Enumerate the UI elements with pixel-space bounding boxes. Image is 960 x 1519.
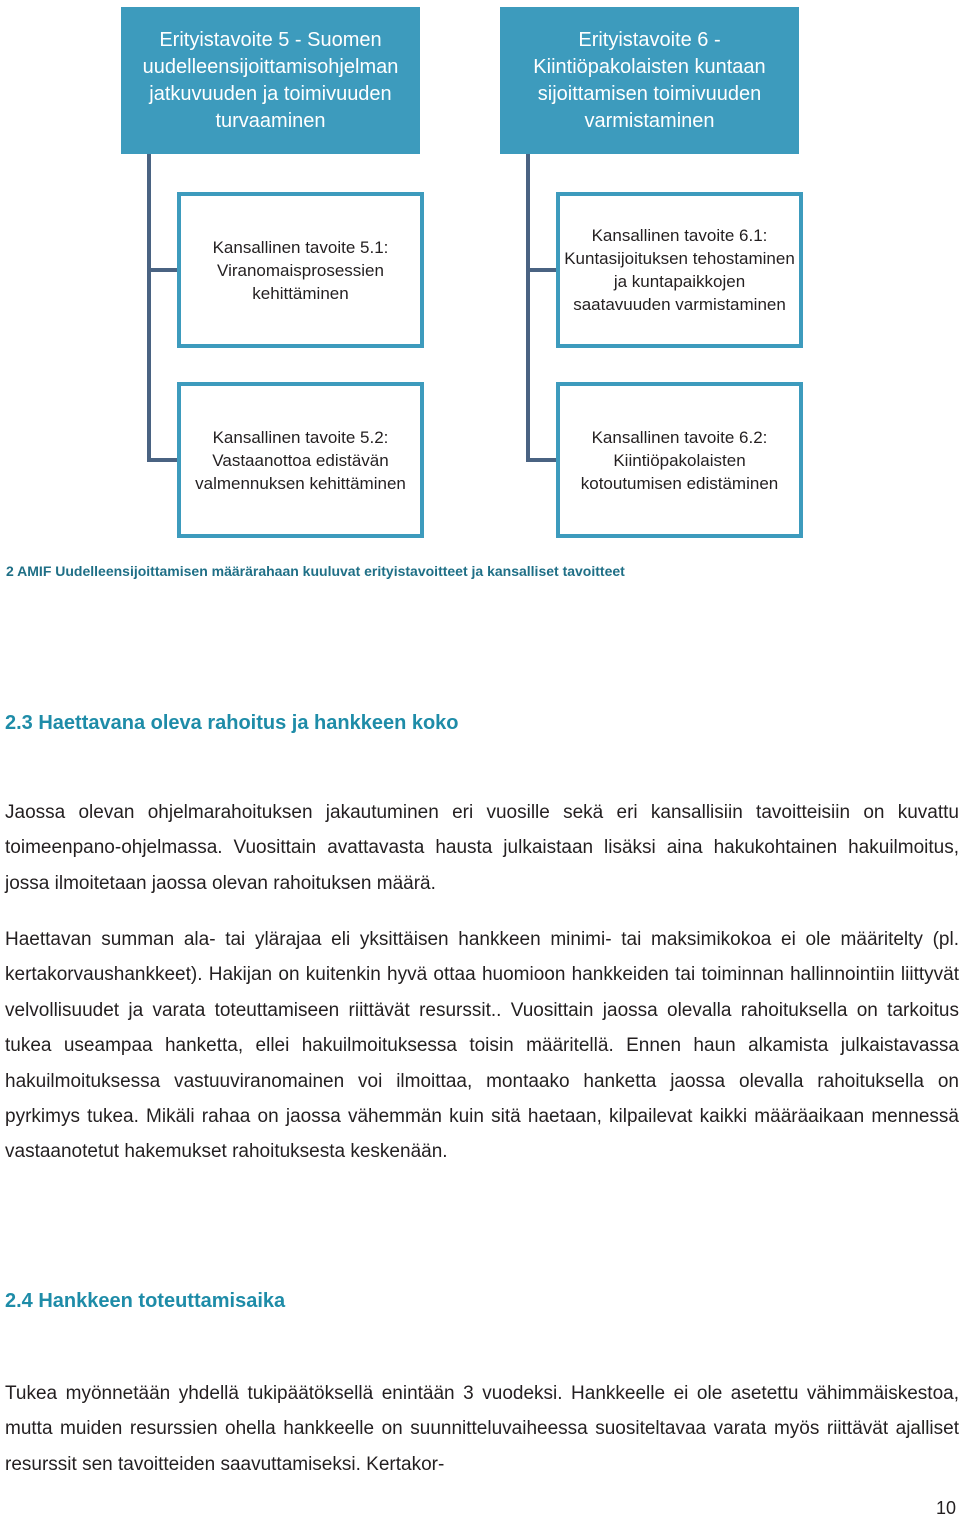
figure-caption: 2 AMIF Uudelleensijoittamisen määrärahaan kuuluvat erityistavoitteet ja kansalliset tavoitteet	[6, 563, 625, 579]
section-2-3-paragraph-2: Haettavan summan ala- tai ylärajaa eli yksittäisen hankkeen minimi- tai maksimikokoa ei ole määritelty (pl. kertakorvaushankkeet). Hakijan on kuitenkin hyvä ottaa huomioon hankkeiden tai toiminnan hallinnointiin liittyvät velvollisuudet ja varata toteuttamiseen riittävät resurssit.. Vuosittain jaossa olevalla rahoituksella on tarkoitus tukea useampaa hanketta, ellei hakuilmoituksessa toisin määritellä. Ennen haun alkamista julkaistavassa hakuilmoituksessa vastuuviranomainen voi ilmoittaa, montaako hanketta jaossa olevalla rahoituksella on pyrkimys tukea. Mikäli rahaa on jaossa vähemmän kuin sitä haetaan, kilpailevat kaikki määräaikaan mennessä vastaanotetut hakemukset rahoituksesta keskenään.	[5, 929, 959, 1163]
goal-6-2-box: Kansallinen tavoite 6.2: Kiintiöpakolaisten kotoutumisen edistäminen	[556, 382, 803, 538]
section-2-3-heading: 2.3 Haettavana oleva rahoitus ja hankkeen koko	[5, 712, 459, 734]
connector-left-vertical	[147, 154, 151, 462]
connector-left-branch-2	[147, 458, 179, 462]
objectives-diagram	[0, 0, 960, 560]
objective-6-box: Erityistavoite 6 - Kiintiöpakolaisten kuntaan sijoittamisen toimivuuden varmistaminen	[500, 7, 799, 154]
connector-right-branch-1	[526, 268, 558, 272]
goal-5-1-box: Kansallinen tavoite 5.1: Viranomaisprosessien kehittäminen	[177, 192, 424, 348]
page-number: 10	[935, 1498, 956, 1518]
section-2-4-heading: 2.4 Hankkeen toteuttamisaika	[5, 1290, 286, 1312]
section-2-3-paragraph-1: Jaossa olevan ohjelmarahoituksen jakautuminen eri vuosille sekä eri kansallisiin tavoitteisiin on kuvattu toimeenpano-ohjelmassa. Vuosittain avattavasta hausta julkaistaan lisäksi aina hakukohtainen hakuilmoitus, jossa ilmoitetaan jaossa olevan rahoituksen määrä.	[5, 802, 959, 894]
goal-6-1-box: Kansallinen tavoite 6.1: Kuntasijoituksen tehostaminen ja kuntapaikkojen saatavuuden varmistaminen	[556, 192, 803, 348]
objective-5-box: Erityistavoite 5 - Suomen uudelleensijoittamisohjelman jatkuvuuden ja toimivuuden turvaaminen	[121, 7, 420, 154]
connector-right-branch-2	[526, 458, 558, 462]
connector-right-vertical	[526, 154, 530, 462]
goal-5-2-box: Kansallinen tavoite 5.2: Vastaanottoa edistävän valmennuksen kehittäminen	[177, 382, 424, 538]
connector-left-branch-1	[147, 268, 179, 272]
section-2-4-paragraph-1: Tukea myönnetään yhdellä tukipäätöksellä enintään 3 vuodeksi. Hankkeelle ei ole asetettu vähimmäiskestoa, mutta muiden resurssien ohella hankkeelle on suunnitteluvaiheessa suositeltavaa varata myös riittävät ajalliset resurssit sen tavoitteiden saavuttamiseksi. Kertakor-	[5, 1383, 959, 1475]
